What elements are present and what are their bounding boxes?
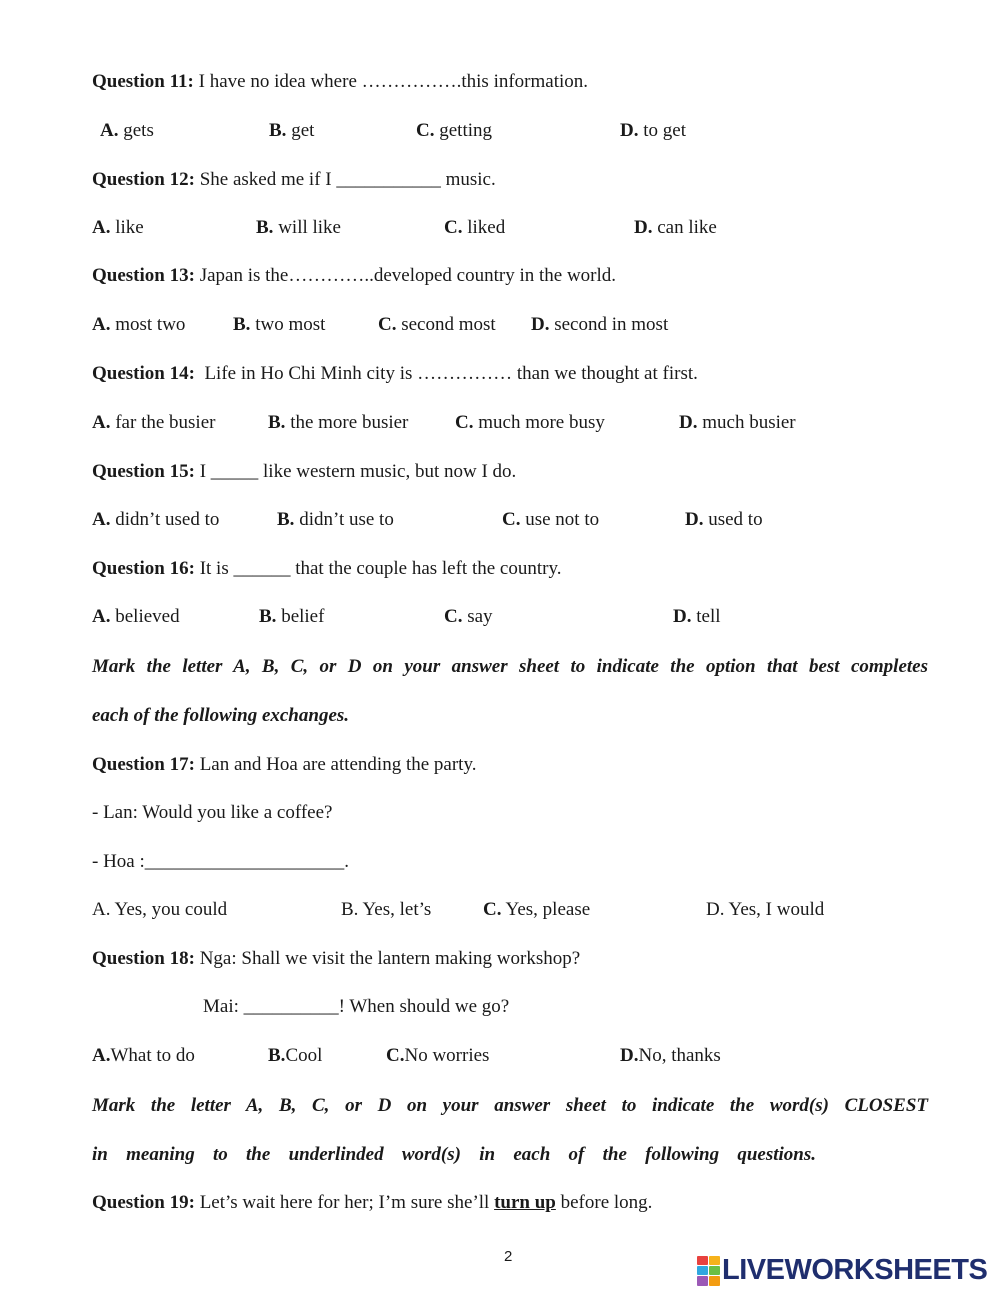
option-a: A. like — [92, 217, 144, 238]
question-18: Question 18: Nga: Shall we visit the lantern making workshop? — [92, 948, 581, 969]
question-17: Question 17: Lan and Hoa are attending the party. — [92, 754, 477, 775]
question-14: Question 14: Life in Ho Chi Minh city is …………… than we thought at first. — [92, 363, 698, 384]
option-d: D.No, thanks — [620, 1045, 721, 1066]
option-b: B. didn’t use to — [277, 509, 394, 530]
option-b: B. get — [269, 120, 315, 141]
option-c: C. say — [444, 606, 493, 627]
question-11: Question 11: I have no idea where …………….this information. — [92, 71, 589, 92]
option-c: C. getting — [416, 120, 493, 141]
question-15: Question 15: I _____ like western music, but now I do. — [92, 461, 517, 482]
option-a: A.What to do — [92, 1045, 195, 1066]
option-c: C. use not to — [502, 509, 600, 530]
option-a: A. gets — [100, 120, 154, 141]
page-number: 2 — [504, 1248, 513, 1265]
option-d: D. to get — [620, 120, 686, 141]
option-d: D. much busier — [679, 412, 796, 433]
instruction-1-line-2: each of the following exchanges. — [92, 705, 350, 726]
option-c: C. second most — [378, 314, 496, 335]
option-a: A. believed — [92, 606, 180, 627]
instruction-2-line-1: Mark the letter A, B, C, or D on your answer sheet to indicate the word(s) CLOSEST — [92, 1095, 928, 1116]
option-a: A. Yes, you could — [92, 899, 228, 920]
option-d: D. used to — [685, 509, 763, 530]
option-c: C. much more busy — [455, 412, 605, 433]
option-c: C.No worries — [386, 1045, 490, 1066]
dialogue-17-line-1: - Lan: Would you like a coffee? — [92, 802, 333, 823]
liveworksheets-logo — [697, 1253, 987, 1287]
option-b: B. the more busier — [268, 412, 409, 433]
option-d: D. Yes, I would — [706, 899, 825, 920]
question-19: Question 19: Let’s wait here for her; I’m sure she’ll turn up before long. — [92, 1192, 653, 1213]
option-b: B. Yes, let’s — [341, 899, 432, 920]
option-b: B. belief — [259, 606, 325, 627]
option-d: D. second in most — [531, 314, 669, 335]
option-a: A. didn’t used to — [92, 509, 220, 530]
option-c: C. liked — [444, 217, 506, 238]
dialogue-17-line-2: - Hoa :_____________________. — [92, 851, 350, 872]
instruction-2-line-2: in meaning to the underlinded word(s) in each of the following questions. — [92, 1144, 816, 1165]
option-d: D. can like — [634, 217, 717, 238]
option-b: B.Cool — [268, 1045, 323, 1066]
question-13: Question 13: Japan is the…………..developed country in the world. — [92, 265, 617, 286]
option-c: C. Yes, please — [483, 899, 591, 920]
question-12: Question 12: She asked me if I ___________ music. — [92, 169, 496, 190]
dialogue-18-line: Mai: __________! When should we go? — [203, 996, 510, 1017]
instruction-1-line-1: Mark the letter A, B, C, or D on your answer sheet to indicate the option that best completes — [92, 656, 928, 677]
option-d: D. tell — [673, 606, 721, 627]
option-b: B. will like — [256, 217, 341, 238]
option-a: A. far the busier — [92, 412, 216, 433]
brand-name: LIVEWORKSHEETS — [722, 1253, 988, 1286]
option-b: B. two most — [233, 314, 326, 335]
underlined-phrase: turn up — [494, 1192, 556, 1213]
liveworksheets-icon — [697, 1256, 719, 1284]
option-a: A. most two — [92, 314, 186, 335]
question-16: Question 16: It is ______ that the couple has left the country. — [92, 558, 562, 579]
